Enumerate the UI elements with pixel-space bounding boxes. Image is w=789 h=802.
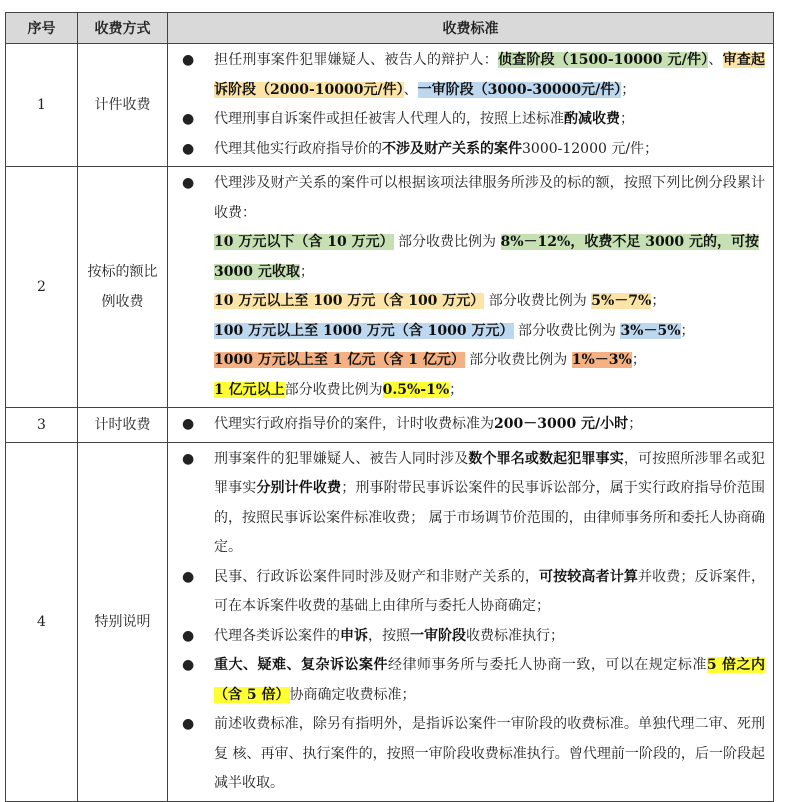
bullet-icon: ● bbox=[182, 416, 195, 432]
tier-line: 10 万元以上至 100 万元（含 100 万元） 部分收费比例为 5%－7%； bbox=[214, 293, 666, 309]
bullet-icon: ● bbox=[182, 52, 195, 68]
bullet-icon: ● bbox=[182, 450, 195, 467]
fee-method: 计件收费 bbox=[78, 44, 168, 167]
header-method: 收费方式 bbox=[78, 13, 168, 44]
list-item: ● 民事、行政诉讼案件同时涉及财产和非财产关系的，可按较高者计算并收费；反诉案件，可在本诉案件收费的基础上由律所与委托人协商确定； bbox=[178, 563, 765, 622]
table-row bbox=[6, 167, 774, 408]
list-item: ● 代理实行政府指导价的案件，计时收费标准为200－3000 元/小时； bbox=[178, 410, 765, 440]
fee-method: 特别说明 bbox=[78, 442, 168, 801]
fee-table bbox=[5, 12, 774, 802]
row-number: 4 bbox=[6, 442, 78, 801]
bullet-icon: ● bbox=[182, 627, 195, 644]
list-item: ● 刑事案件的犯罪嫌疑人、被告人同时涉及数个罪名或数起犯罪事实，可按照所涉罪名或犯罪事实分别计件收费；刑事附带民事诉讼案件的民事诉讼部分，属于实行政府指导价范围的，按照民事诉讼案件标准收费； 属于市场调节价范围的，由律师事务所和委托人协商确定。 bbox=[178, 445, 765, 563]
list-item: ● 重大、疑难、复杂诉讼案件经律师事务所与委托人协商一致，可以在规定标准5 倍之内（含 5 倍）协商确定收费标准； bbox=[178, 651, 765, 710]
list-item: ● 代理各类诉讼案件的申诉，按照一审阶段收费标准执行； bbox=[178, 622, 765, 652]
bullet-icon: ● bbox=[182, 568, 195, 585]
fee-standard bbox=[168, 44, 774, 167]
table-row bbox=[6, 408, 774, 443]
row-number: 1 bbox=[6, 44, 78, 167]
fee-method: 计时收费 bbox=[78, 408, 168, 443]
list-item: ● 代理其他实行政府指导价的不涉及财产关系的案件3000-12000 元/件； bbox=[178, 135, 765, 165]
list-item: ● 前述收费标准，除另有指明外，是指诉讼案件一审阶段的收费标准。单独代理二审、死刑复 核、再审、执行案件的，按照一审阶段收费标准执行。曾代理前一阶段的，后一阶段起减半收取。 bbox=[178, 710, 765, 799]
header-standard: 收费标准 bbox=[168, 13, 774, 44]
fee-standard bbox=[168, 442, 774, 801]
tier-line: 1000 万元以上至 1 亿元（含 1 亿元） 部分收费比例为 1%－3%； bbox=[214, 352, 646, 368]
table-row bbox=[6, 442, 774, 801]
list-item: ● 代理刑事自诉案件或担任被害人代理人的，按照上述标准酌减收费； bbox=[178, 105, 765, 135]
list-item: ● 担任刑事案件犯罪嫌疑人、被告人的辩护人：侦查阶段（1500-10000 元/件）、审查起诉阶段（2000-10000元/件）、一审阶段（3000-30000元/件）； bbox=[178, 46, 765, 105]
fee-standard bbox=[168, 408, 774, 443]
tier-line: 10 万元以下（含 10 万元） 部分收费比例为 8%－12%，收费不足 3000 元的，可按 3000 元收取； bbox=[214, 234, 760, 280]
header-seq: 序号 bbox=[6, 13, 78, 44]
fee-standard bbox=[168, 167, 774, 408]
tier-line: 1 亿元以上部分收费比例为0.5%-1%； bbox=[214, 381, 464, 398]
bullet-icon: ● bbox=[182, 716, 195, 732]
fee-method: 按标的额比例收费 bbox=[78, 167, 168, 408]
bullet-icon: ● bbox=[182, 111, 195, 127]
row-number: 3 bbox=[6, 408, 78, 443]
table-header-row bbox=[6, 13, 774, 44]
tier-line: 100 万元以上至 1000 万元（含 1000 万元） 部分收费比例为 3%－5%； bbox=[214, 322, 695, 339]
bullet-icon: ● bbox=[182, 175, 195, 191]
row-number: 2 bbox=[6, 167, 78, 408]
list-item: ● 代理涉及财产关系的案件可以根据该项法律服务所涉及的标的额，按照下列比例分段累计收费： bbox=[178, 169, 765, 228]
bullet-icon: ● bbox=[182, 657, 195, 673]
bullet-icon: ● bbox=[182, 140, 195, 157]
table-row bbox=[6, 44, 774, 167]
